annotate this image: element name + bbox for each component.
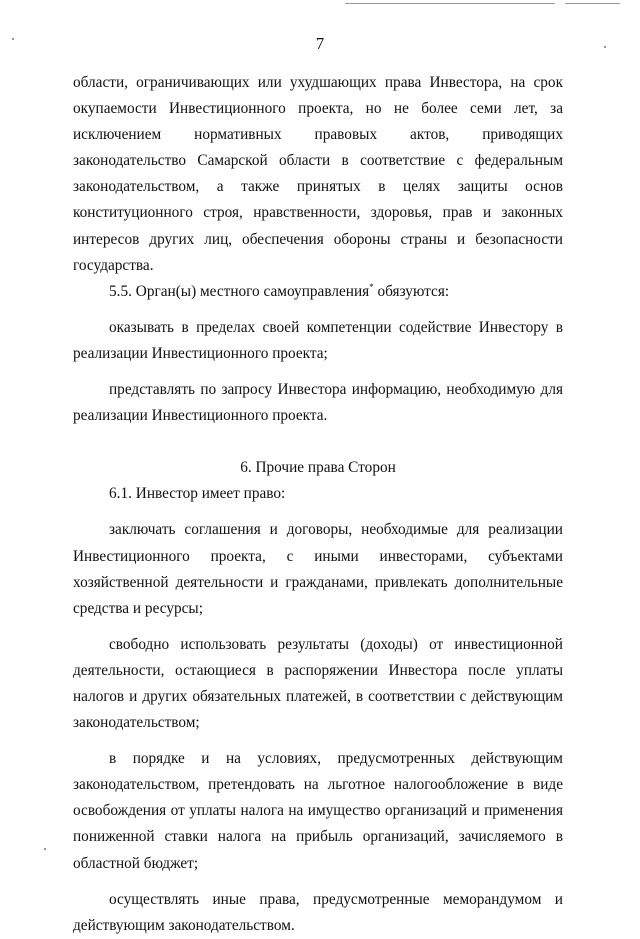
paragraph-conclude-agreements: заключать соглашения и договоры, необходимые для реализации Инвестиционного проекта, с иными инвесторами, субъектами хозяйственной деятельности и гражданами, привлекать дополнительные средства и ресурсы;	[73, 521, 563, 617]
paragraph-5-5	[73, 279, 563, 305]
paragraph-5-5-text: 5.5. Орган(ы) местного самоуправления	[109, 282, 370, 300]
document-body	[73, 70, 563, 939]
scan-edge-line	[345, 3, 555, 4]
section-heading: 6. Прочие права Сторон	[240, 459, 396, 477]
paragraph-other-rights: осуществлять иные права, предусмотренные меморандумом и действующим законодательством.	[73, 890, 563, 934]
footnote-marker: *	[369, 281, 374, 292]
page-number: 7	[315, 34, 325, 53]
paragraph-6-1: 6.1. Инвестор имеет право:	[109, 485, 286, 503]
scan-speck	[44, 848, 46, 850]
scan-edge-line	[565, 3, 620, 4]
paragraph-use-results: свободно использовать результаты (доходы) от инвестиционной деятельности, остающиеся в распоряжении Инвестора после уплаты налогов и других обязательных платежей, в соответствии с действующим законодательством;	[73, 635, 563, 732]
paragraph-obligations-continued: области, ограничивающих или ухудшающих права Инвестора, на срок окупаемости Инвестиционного проекта, но не более семи лет, за исключением нормативных правовых актов, приводящих законодательство Самарской области в соответствие с федеральным законодательством, а также принятых в целях защиты основ конституционного строя, нравственности, здоровья, прав и законных интересов других лиц, обеспечения обороны страны и безопасности государства.	[73, 74, 563, 274]
paragraph-assist-investor: оказывать в пределах своей компетенции содействие Инвестору в реализации Инвестиционного проекта;	[73, 318, 563, 362]
paragraph-5-5-text-end: обязуются:	[373, 282, 450, 300]
paragraph-tax-benefits: в порядке и на условиях, предусмотренных действующим законодательством, претендовать на льготное налогообложение в виде освобождения от уплаты налога на имущество организаций и применения пониженной ставки налога на прибыль организаций, зачисляемого в областной бюджет;	[73, 750, 563, 872]
paragraph-provide-information: представлять по запросу Инвестора информацию, необходимую для реализации Инвестиционного проекта.	[73, 381, 563, 425]
